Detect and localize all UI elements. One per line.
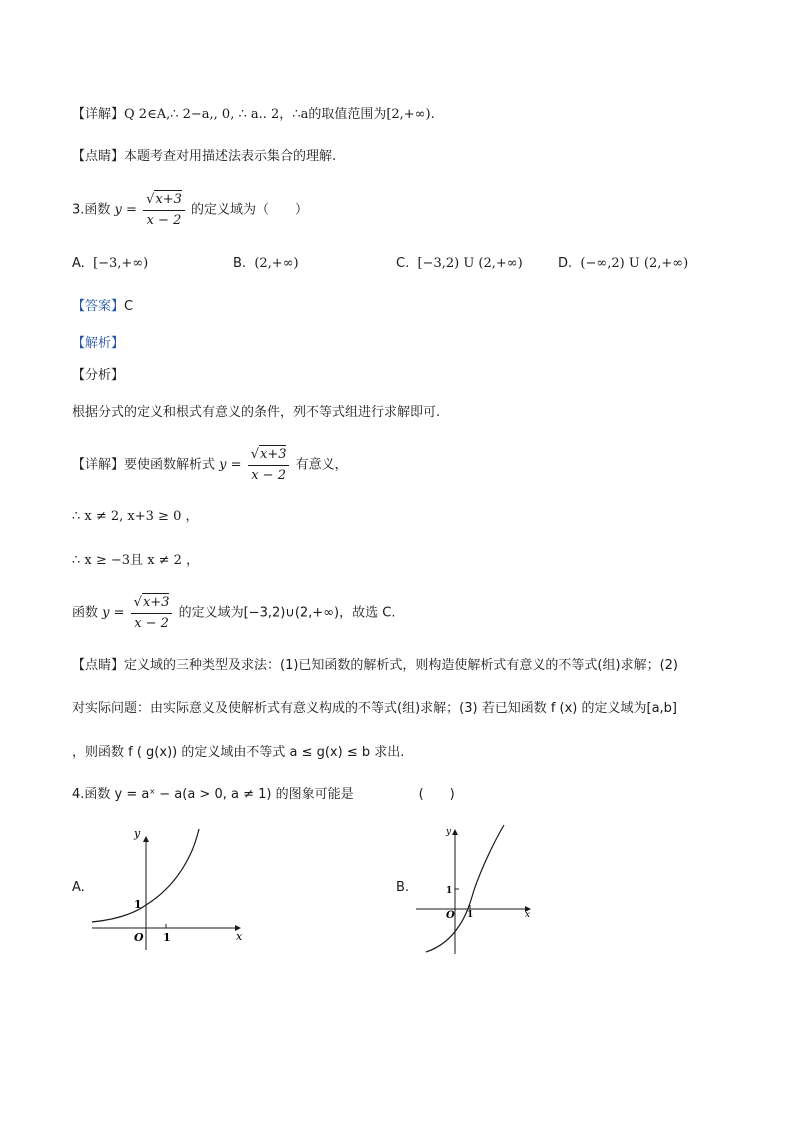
x-one-label: 1: [163, 931, 171, 944]
fraction-denominator: x − 2: [146, 213, 182, 228]
option-value: [−3,+∞): [93, 256, 149, 271]
option-label: B.: [233, 256, 247, 271]
analysis-heading: 【解析】: [72, 336, 125, 351]
option-b: [233, 254, 299, 274]
origin-label: O: [446, 910, 455, 921]
comment-text: 本题考查对用描述法表示集合的理解.: [124, 149, 337, 164]
y-equals: y =: [102, 605, 125, 621]
section-tag: 【点睛】: [72, 658, 125, 673]
detail-2-line-3: ∴ x ≥ −3且 x ≠ 2 ，: [72, 553, 200, 568]
section-tag: 【点睛】: [72, 149, 125, 164]
question-3-stem: [72, 190, 308, 230]
detail-2-line-1: [72, 445, 348, 485]
comment-line: [72, 147, 336, 167]
fraction-numerator: √x+3: [248, 445, 290, 466]
option-label: A.: [72, 256, 85, 271]
note-line-3: ，则函数 f ( g(x)) 的定义域由不等式 a ≤ g(x) ≤ b 求出.: [72, 745, 405, 760]
sqrt-content: x+3: [142, 595, 170, 610]
detail-text: 的定义域为[−3,2)∪(2,+∞)，故选 C.: [178, 605, 396, 621]
option-label: C.: [396, 256, 410, 271]
section-tag: 【详解】: [72, 107, 125, 122]
detail-text: 有意义，: [295, 457, 348, 473]
option-label: D.: [558, 256, 573, 271]
origin-label: O: [134, 931, 144, 944]
question-prefix: 3.函数: [72, 202, 111, 218]
graph-a: [88, 825, 253, 955]
fraction: [143, 190, 185, 230]
fraction: [131, 593, 173, 633]
question-4-stem: 4.函数 y = aˣ − a(a > 0, a ≠ 1) 的图象可能是 ( ): [72, 787, 455, 802]
y-equals: y =: [219, 457, 242, 473]
y-equals: y =: [114, 202, 137, 218]
sqrt-content: x+3: [259, 447, 287, 462]
fraction-numerator: √x+3: [131, 593, 173, 614]
x-label: x: [525, 910, 531, 920]
detail-text: Q 2∈A,∴ 2−a,, 0, ∴ a.. 2，∴a的取值范围为[2,+∞).: [124, 107, 435, 122]
detail-line-1: [72, 105, 435, 125]
note-text: 定义域的三种类型及求法：(1)已知函数的解析式，则构造使解析式有意义的不等式(组)求解；(2): [124, 658, 678, 673]
note-line-2: 对实际问题：由实际意义及使解析式有意义构成的不等式(组)求解；(3) 若已知函数 f (x) 的定义域为[a,b]: [72, 701, 677, 716]
fenxi-text: 根据分式的定义和根式有意义的条件，列不等式组进行求解即可.: [72, 405, 441, 420]
fraction-denominator: x − 2: [134, 616, 169, 631]
option-value: (−∞,2) U (2,+∞): [580, 256, 689, 271]
curve: [426, 825, 504, 952]
fenxi-heading: 【分析】: [72, 368, 125, 383]
option-value: [−3,2) U (2,+∞): [417, 256, 523, 271]
x-label: x: [236, 930, 243, 943]
option-d: [558, 254, 688, 274]
option-a: [72, 254, 148, 274]
y-one-label: 1: [446, 886, 453, 896]
option-c: [396, 254, 523, 274]
fraction: [248, 445, 290, 485]
y-one-label: 1: [134, 898, 142, 911]
sqrt-content: x+3: [155, 192, 182, 207]
detail-text: 要使函数解析式: [124, 457, 216, 473]
detail-2-line-2: ∴ x ≠ 2, x+3 ≥ 0 ，: [72, 509, 199, 524]
graph-b: [412, 822, 542, 957]
answer-line: [72, 297, 133, 317]
answer-value: C: [124, 299, 134, 314]
y-label: y: [134, 827, 141, 840]
answer-tag: 【答案】: [72, 299, 125, 314]
detail-text: 函数: [72, 605, 99, 621]
y-label: y: [446, 827, 452, 837]
x-one-label: 1: [467, 910, 474, 920]
detail-2-line-4: [72, 593, 395, 633]
section-tag: 【详解】: [72, 457, 125, 473]
option-value: (2,+∞): [254, 256, 299, 271]
question-suffix: 的定义域为（ ）: [191, 202, 309, 218]
note-line-1: [72, 656, 678, 676]
fraction-numerator: √x+3: [143, 190, 185, 211]
option-a-label: A.: [72, 880, 85, 895]
option-b-label: B.: [396, 880, 410, 895]
fraction-denominator: x − 2: [251, 468, 286, 483]
